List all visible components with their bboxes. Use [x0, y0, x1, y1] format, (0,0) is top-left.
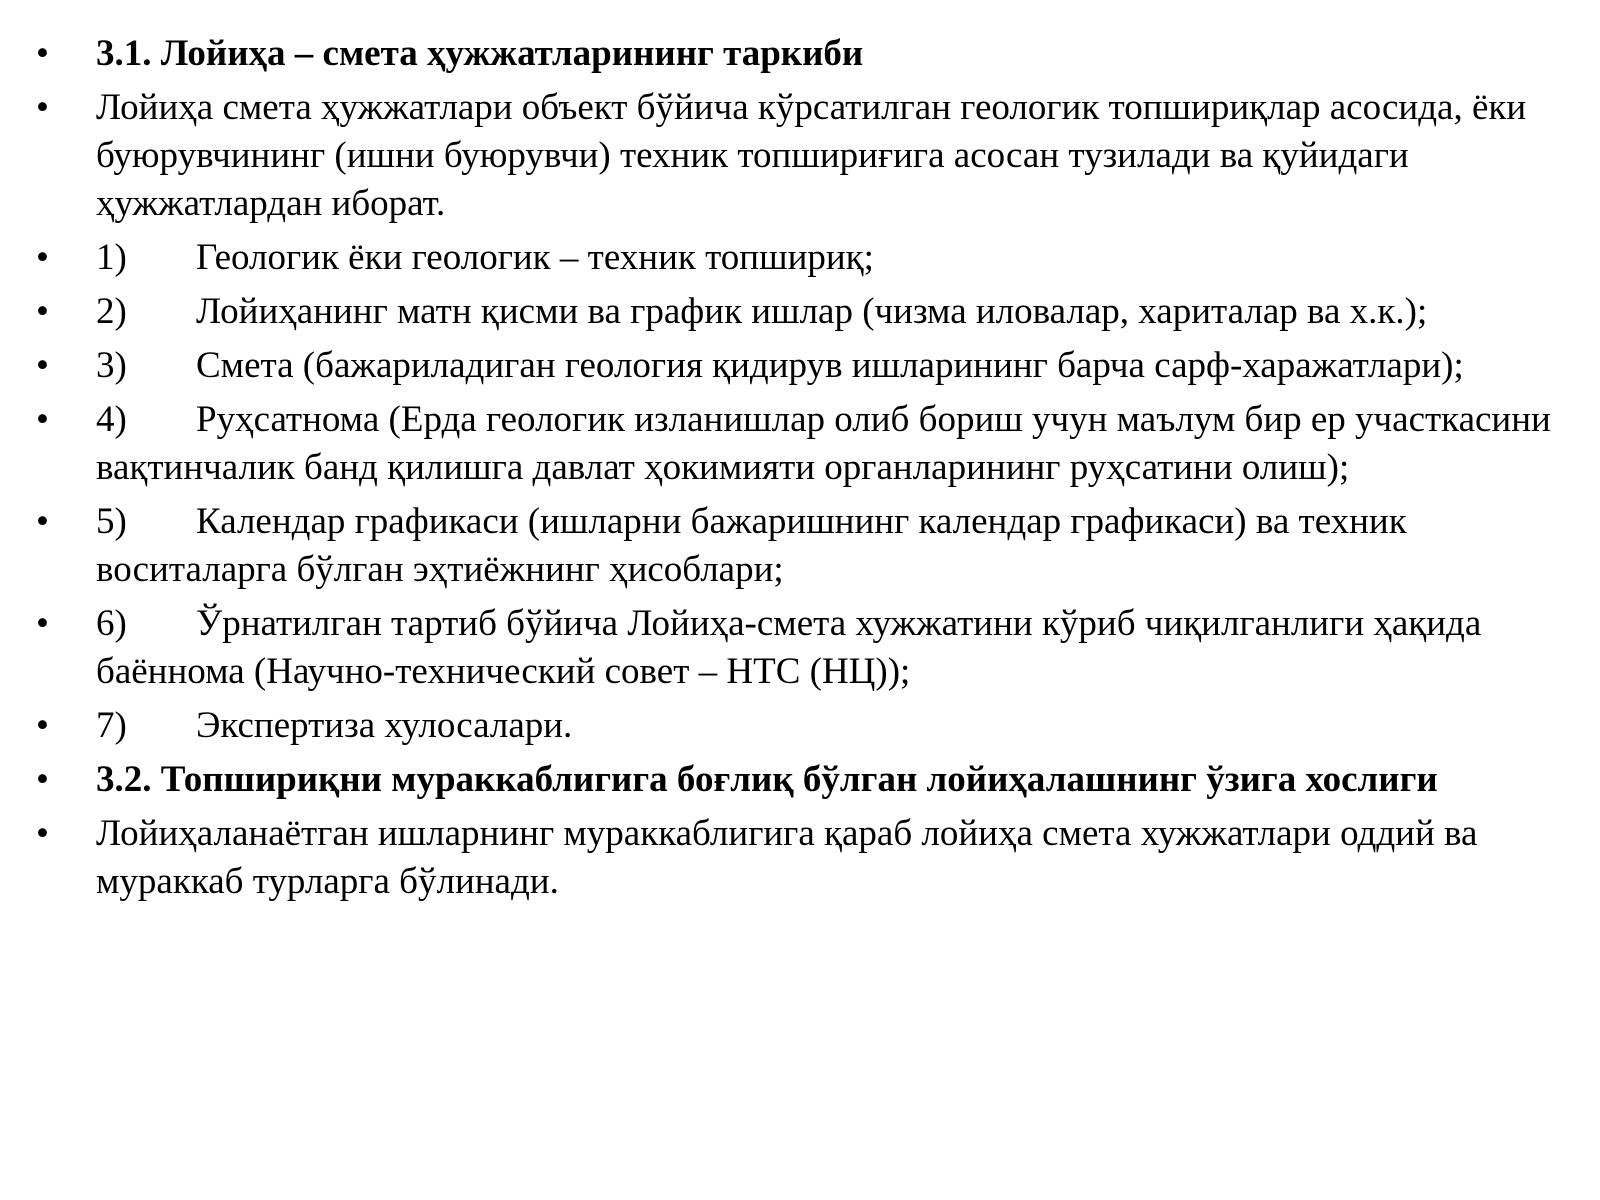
list-item-6 — [36, 600, 1566, 696]
list-item-7 — [36, 702, 1566, 750]
item-number: 6) — [96, 603, 127, 644]
bullet-icon: • — [36, 237, 49, 278]
item-text: Ўрнатилган тартиб бўйича Лойиҳа-смета хужжатини кўриб чиқилганлиги ҳақида баённома (Научно-технический совет – НТС (НЦ)); — [96, 603, 1482, 692]
item-number: 7) — [96, 705, 127, 746]
section-heading-3-1 — [36, 30, 1566, 78]
item-number: 4) — [96, 399, 127, 440]
item-text: 3.1. Лойиҳа – смета ҳужжатларининг таркиби — [96, 33, 864, 74]
item-text: Лойиҳаланаётган ишларнинг мураккаблигига қараб лойиҳа смета хужжатлари оддий ва мураккаб турларга бўлинади. — [96, 813, 1478, 902]
list-item-intro — [36, 84, 1566, 228]
bullet-icon: • — [36, 705, 49, 746]
item-text: Календар графикаси (ишларни бажаришнинг календар графикаси) ва техник воситаларга бўлган эҳтиёжнинг ҳисоблари; — [96, 501, 1407, 590]
list-item-5 — [36, 498, 1566, 594]
bullet-icon: • — [36, 759, 49, 800]
item-number: 5) — [96, 501, 127, 542]
bullet-icon: • — [36, 87, 49, 128]
list-item-3 — [36, 342, 1566, 390]
item-number: 3) — [96, 345, 127, 386]
bullet-icon: • — [36, 813, 49, 854]
bullet-icon: • — [36, 399, 49, 440]
section-heading-3-2 — [36, 756, 1566, 804]
item-text: 3.2. Топшириқни мураккаблигига боғлиқ бўлган лойиҳалашнинг ўзига хослиги — [96, 759, 1438, 800]
bullet-icon: • — [36, 33, 49, 74]
item-text: Руҳсатнома (Ерда геологик изланишлар олиб бориш учун маълум бир ер участкасини вақтинчалик банд қилишга давлат ҳокимияти органларининг руҳсатини олиш); — [96, 399, 1551, 488]
item-text: Смета (бажариладиган геология қидирув ишларининг барча сарф-харажатлари); — [196, 345, 1464, 386]
bullet-icon: • — [36, 345, 49, 386]
bullet-icon: • — [36, 291, 49, 332]
list-item-4 — [36, 396, 1566, 492]
list-item-2 — [36, 288, 1566, 336]
item-number: 1) — [96, 237, 127, 278]
item-text: Лойиҳанинг матн қисми ва график ишлар (чизма иловалар, хариталар ва х.к.); — [196, 291, 1428, 332]
bullet-icon: • — [36, 501, 49, 542]
item-text: Экспертиза хулосалари. — [196, 705, 573, 746]
item-text: Геологик ёки геологик – техник топшириқ; — [196, 237, 874, 278]
bullet-icon: • — [36, 603, 49, 644]
list-item-1 — [36, 234, 1566, 282]
list-item-conclusion — [36, 810, 1566, 906]
bullet-list — [36, 30, 1566, 912]
item-text: Лойиҳа смета ҳужжатлари объект бўйича кўрсатилган геологик топшириқлар асосида, ёки буюрувчининг (ишни буюрувчи) техник топшириғига асосан тузилади ва қуйидаги ҳужжатлардан иборат. — [96, 87, 1527, 224]
item-number: 2) — [96, 291, 127, 332]
